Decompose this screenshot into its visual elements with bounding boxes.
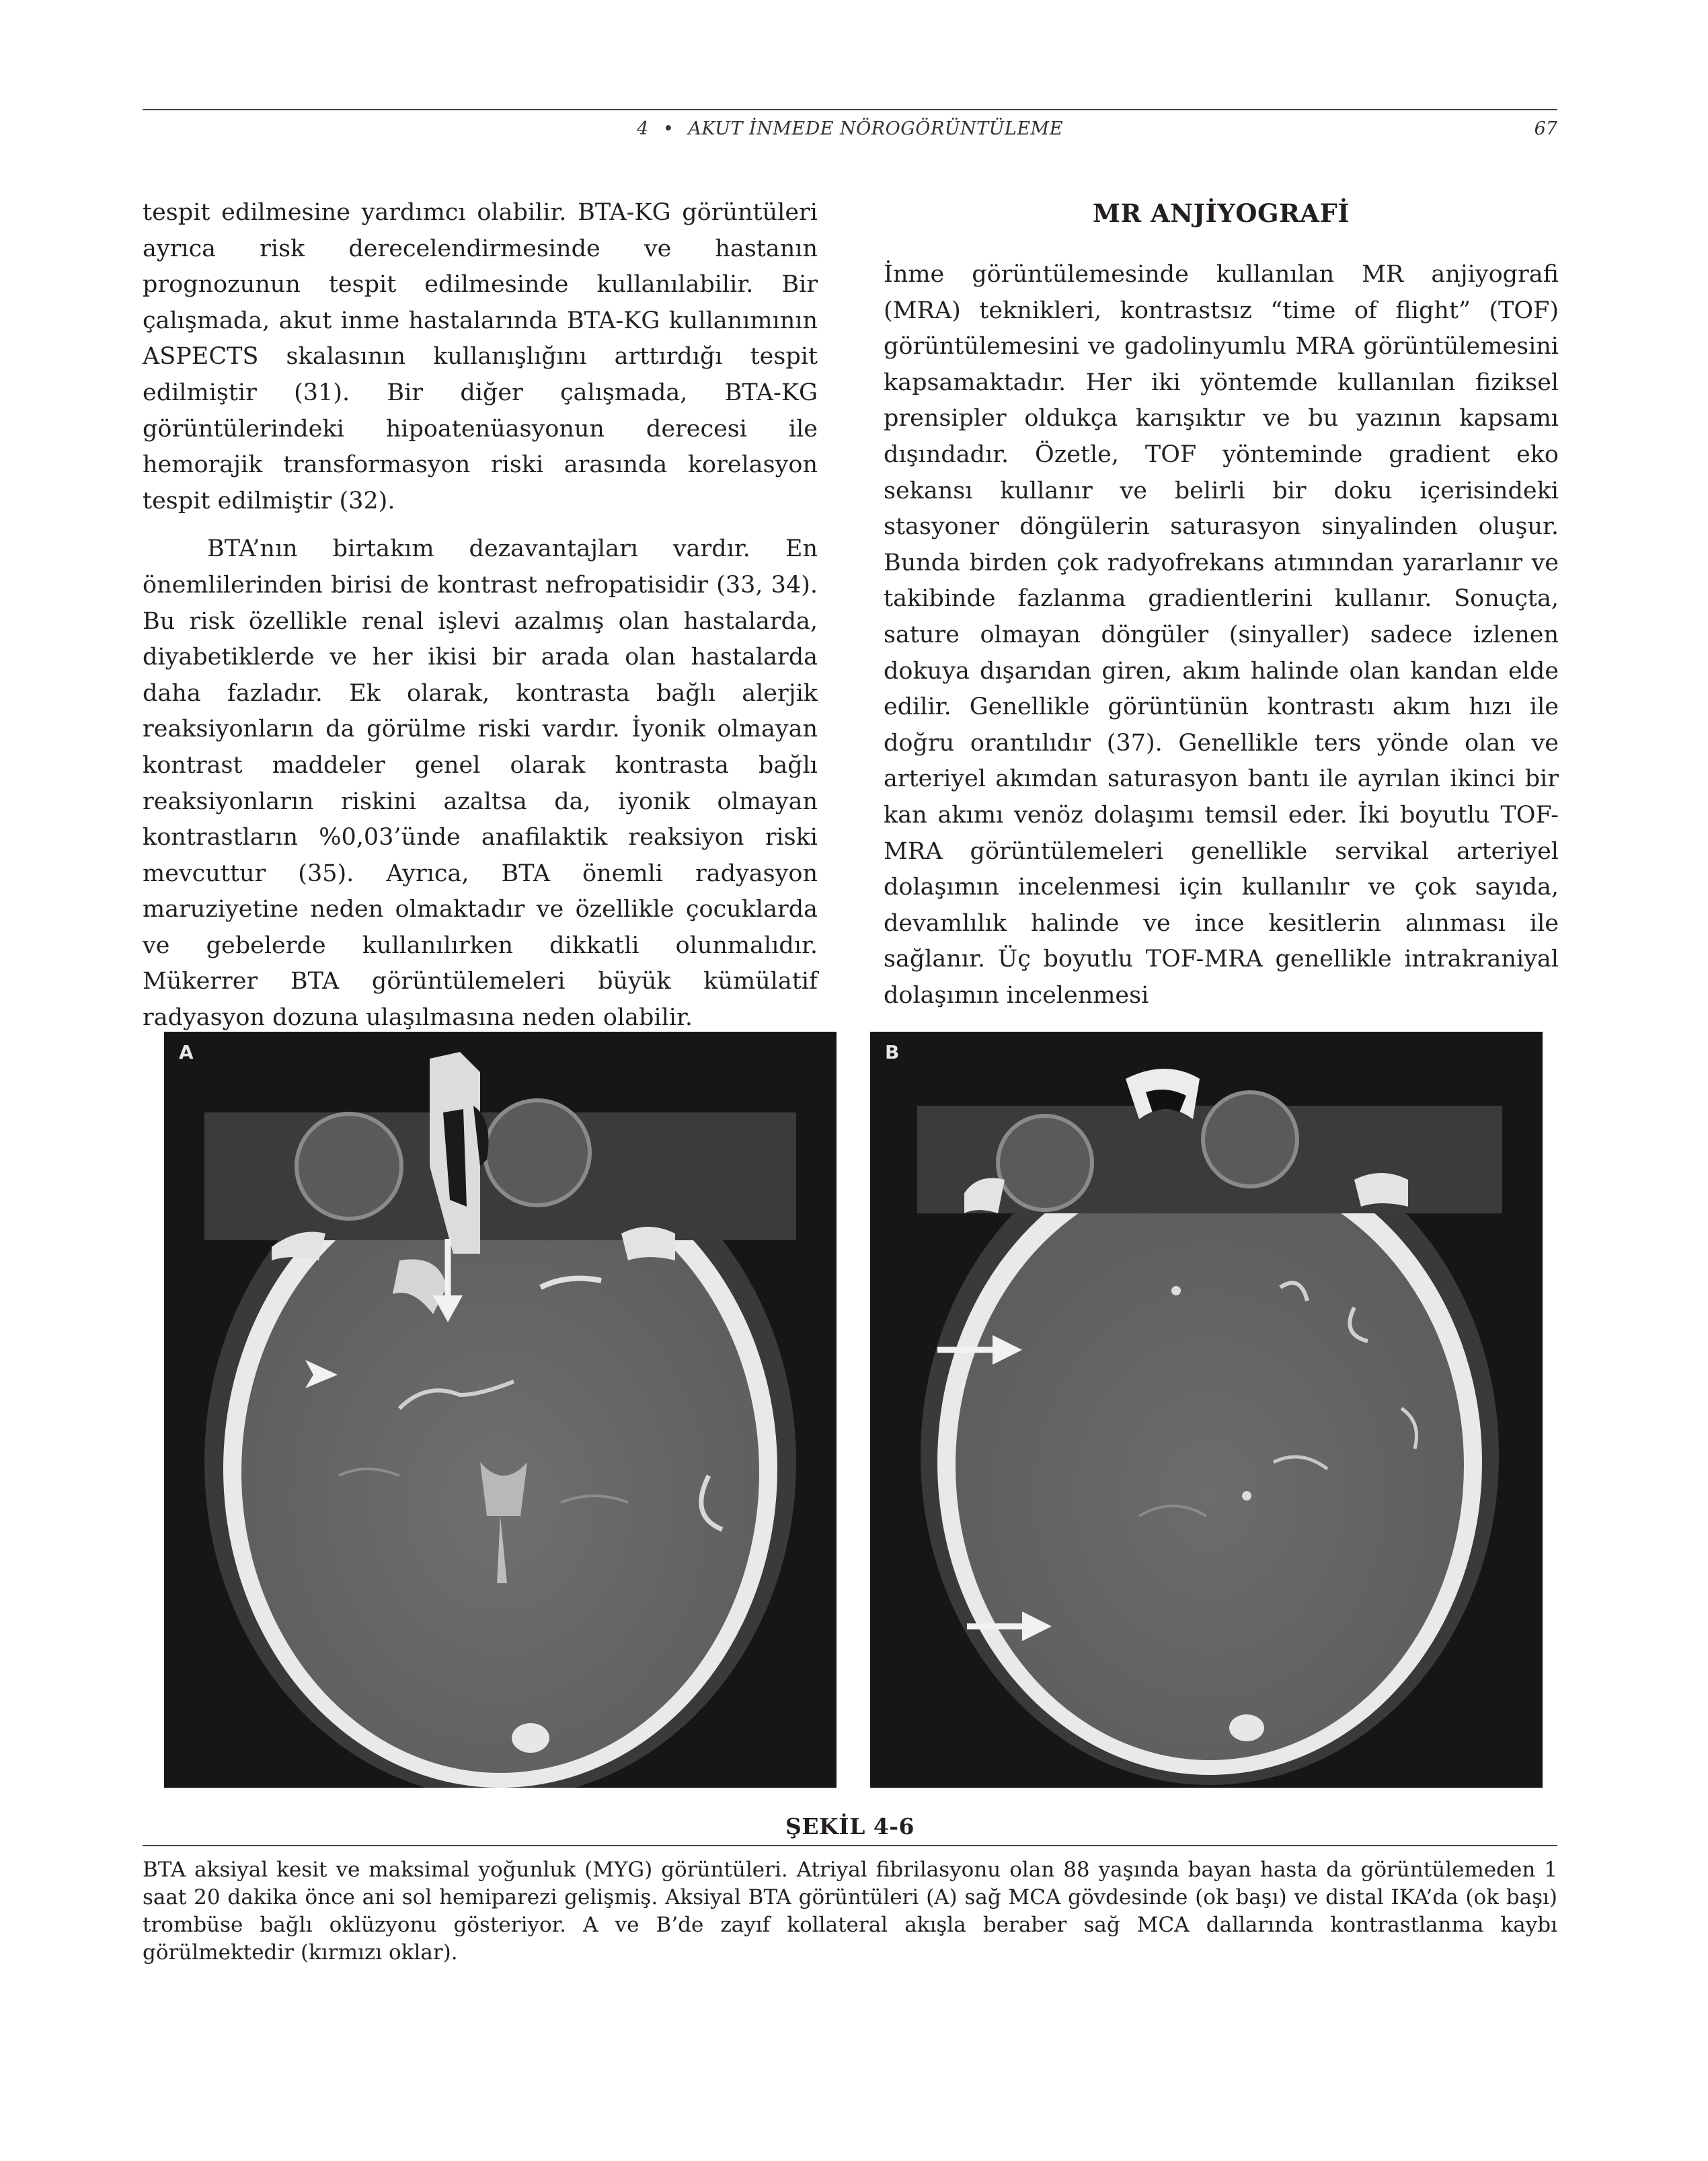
chapter-title: AKUT İNMEDE NÖROGÖRÜNTÜLEME xyxy=(688,118,1063,139)
page-number: 67 xyxy=(1534,118,1557,139)
section-title: MR ANJİYOGRAFİ xyxy=(1092,198,1350,228)
figure-label: ŞEKİL 4-6 xyxy=(785,1813,915,1840)
header-center xyxy=(143,118,1557,139)
left-paragraph-2: BTA’nın birtakım dezavantajları vardır. En önemlilerinden birisi de kontrast nefropatisidir (33, 34). Bu risk özellikle renal işlevi azalmış olan hastalarda, diyabetiklerde ve her ikisi bir arada olan hastalarda daha fazladır. Ek olarak, kontrasta bağlı alerjik reaksiyonların da görülme riski vardır. İyonik olmayan kontrast maddeler genel olarak kontrasta bağlı reaksiyonların riskini azaltsa da, iyonik olmayan kontrastların %0,03’ünde anafilaktik reaksiyon riski mevcuttur (35). Ayrıca, BTA önemli radyasyon maruziyetine neden olmaktadır ve özellikle çocuklarda ve gebelerde kullanılırken dikkatli olunmalıdır. Mükerrer BTA görüntülemeleri büyük kümülatif radyasyon dozuna ulaşılmasına neden olabilir. xyxy=(143,535,818,1032)
ct-scan-b xyxy=(870,1032,1543,1788)
left-paragraph-1: tespit edilmesine yardımcı olabilir. BTA-KG görüntüleri ayrıca risk derecelendirmesinde ve hastanın prognozunun tespit edilmesinde kullanılabilir. Bir çalışmada, akut inme hastalarında BTA-KG kullanımının ASPECTS skalasının kullanışlığını arttırdığı tespit edilmiştir (31). Bir diğer çalışmada, BTA-KG görüntülerindeki hipoatenüasyonun derecesi ile hemorajik transformasyon riski arasında korelasyon tespit edilmiştir (32). xyxy=(143,199,818,515)
figure-panel-a xyxy=(164,1032,837,1788)
figure-caption: BTA aksiyal kesit ve maksimal yoğunluk (MYG) görüntüleri. Atriyal fibrilasyonu olan 88 yaşında bayan hasta da görüntülemeden 1 saat 20 dakika önce ani sol hemiparezi gelişmiş. Aksiyal BTA görüntüleri (A) sağ MCA gövdesinde (ok başı) ve distal IKA’da (ok başı) trombüse bağlı oklüzyonu gösteriyor. A ve B’de zayıf kollateral akışla beraber sağ MCA dallarında kontrastlanma kaybı görülmektedir (kırmızı oklar). xyxy=(143,1858,1557,1965)
panel-a-label: A xyxy=(179,1041,194,1063)
panel-b-label: B xyxy=(885,1041,900,1063)
chapter-number: 4 xyxy=(637,118,649,139)
figure-panel-b xyxy=(870,1032,1543,1788)
running-header xyxy=(143,118,1557,145)
header-bullet: • xyxy=(662,118,674,139)
left-column xyxy=(143,195,818,1049)
right-column xyxy=(884,195,1559,1026)
caption-rule xyxy=(143,1845,1557,1846)
right-paragraph-1: İnme görüntülemesinde kullanılan MR anjiyografi (MRA) teknikleri, kontrastsız “time of flight” (TOF) görüntülemesini ve gadolinyumlu MRA görüntülemesini kapsamaktadır. Her iki yöntemde kullanılan fiziksel prensipler oldukça karışıktır ve bu yazının kapsamı dışındadır. Özetle, TOF yönteminde gradient eko sekansı kullanır ve belirli bir doku içerisindeki stasyoner döngülerin saturasyon sinyalinden oluşur. Bunda birden çok radyofrekans atımından yararlanır ve takibinde fazlanma gradientlerini kullanır. Sonuçta, sature olmayan döngüler (sinyaller) sadece izlenen dokuya dışarıdan giren, akım halinde olan kandan elde edilir. Genellikle görüntünün kontrastı akım hızı ile doğru orantılıdır (37). Genellikle ters yönde olan ve arteriyel akımdan saturasyon bantı ile ayrılan ikinci bir kan akımı venöz dolaşımı temsil eder. İki boyutlu TOF-MRA görüntülemeleri genellikle servikal arteriyel dolaşımın incelenmesi için kullanılır ve çok sayıda, devamlılık halinde ve ince kesitlerin alınması ile sağlanır. Üç boyutlu TOF-MRA genellikle intrakraniyal dolaşımın incelenmesi xyxy=(884,261,1559,1009)
header-rule xyxy=(143,109,1557,110)
ct-scan-a xyxy=(164,1032,837,1788)
